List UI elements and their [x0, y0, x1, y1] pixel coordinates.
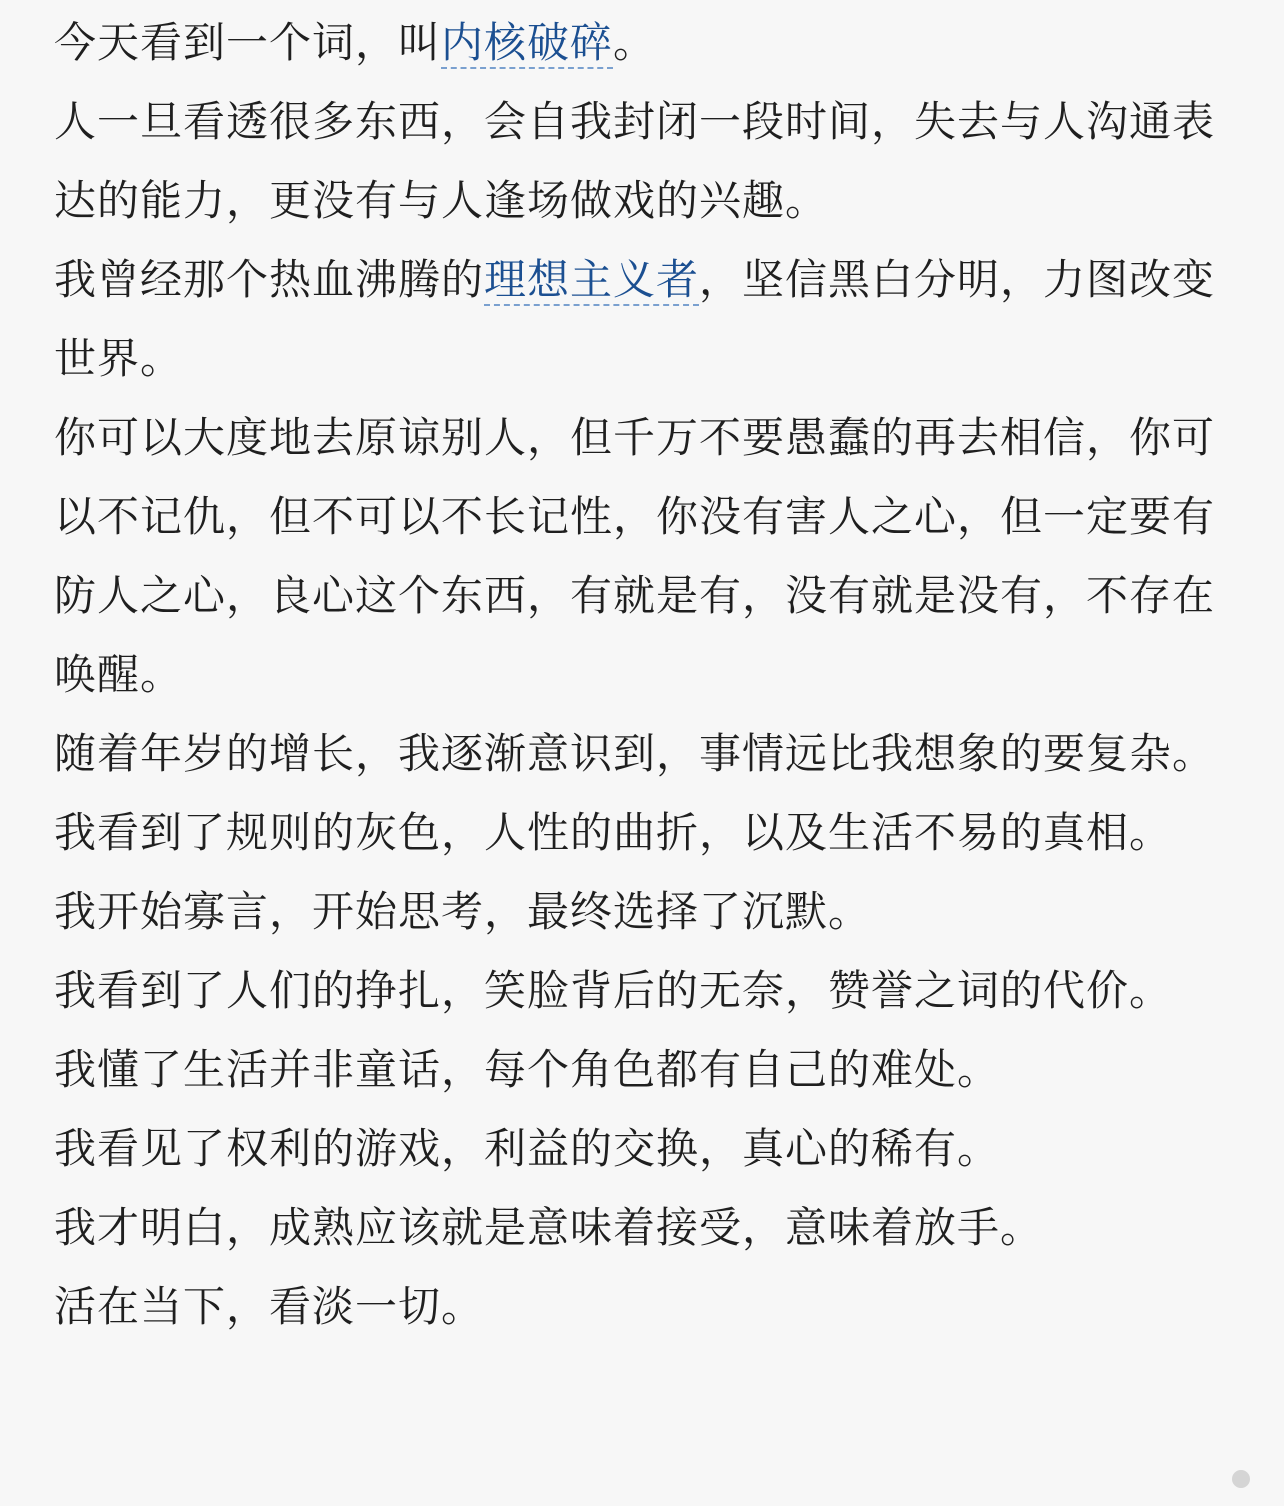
paragraph-text: ，坚信黑白分明，力图改变世界。 [54, 255, 1216, 383]
article-body [54, 0, 1244, 1346]
paragraph-7: 我看到了人们的挣扎，笑脸背后的无奈，赞誉之词的代价。 [54, 966, 1173, 1015]
term-link-lixiang-zhuyizhe[interactable]: 理想主义者 [484, 255, 700, 304]
paragraph-text: 。 [613, 18, 657, 67]
paragraph-1 [54, 3, 1244, 82]
paragraph-11: 活在当下，看淡一切。 [54, 1282, 485, 1331]
paragraph-5: 随着年岁的增长，我逐渐意识到，事情远比我想象的要复杂。我看到了规则的灰色，人性的曲折，以及生活不易的真相。 [54, 729, 1216, 857]
paragraph-9: 我看见了权利的游戏，利益的交换，真心的稀有。 [54, 1124, 1001, 1173]
paragraph-text: 我曾经那个热血沸腾的 [54, 255, 485, 304]
watermark-logo-icon [1232, 1470, 1250, 1488]
paragraph-3 [54, 240, 1244, 398]
watermark [1232, 1470, 1250, 1488]
paragraph-4: 你可以大度地去原谅别人，但千万不要愚蠢的再去相信，你可以不记仇，但不可以不长记性，你没有害人之心，但一定要有防人之心，良心这个东西，有就是有，没有就是没有，不存在唤醒。 [54, 413, 1216, 699]
paragraph-2: 人一旦看透很多东西，会自我封闭一段时间，失去与人沟通表达的能力，更没有与人逢场做戏的兴趣。 [54, 97, 1216, 225]
term-link-neihe-posui[interactable]: 内核破碎 [441, 18, 614, 67]
paragraph-text: 今天看到一个词，叫 [54, 18, 442, 67]
paragraph-10: 我才明白，成熟应该就是意味着接受，意味着放手。 [54, 1203, 1044, 1252]
paragraph-6: 我开始寡言，开始思考，最终选择了沉默。 [54, 887, 872, 936]
paragraph-8: 我懂了生活并非童话，每个角色都有自己的难处。 [54, 1045, 1001, 1094]
